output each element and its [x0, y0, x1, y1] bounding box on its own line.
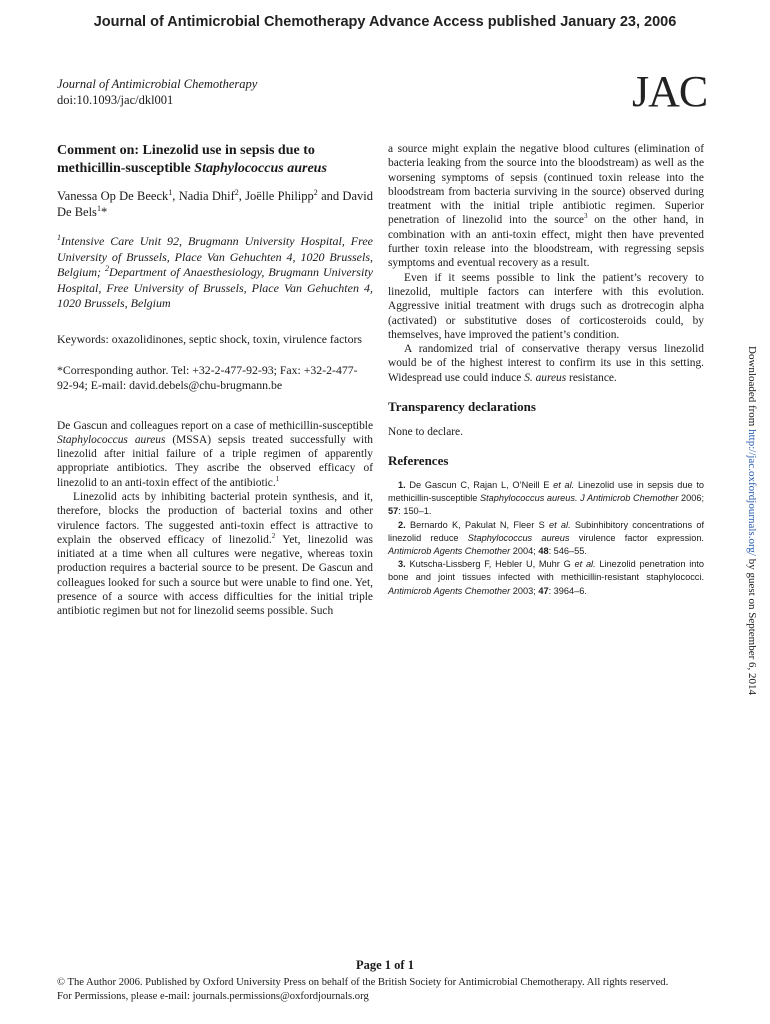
- author-name: Vanessa Op De Beeck: [57, 189, 169, 203]
- jac-logo: JAC: [632, 67, 708, 116]
- article-title: Comment on: Linezolid use in sepsis due to methicillin-susceptible Staphylococcus aureus: [57, 143, 327, 176]
- author-name: , Nadia Dhif: [172, 189, 235, 203]
- reference-item: 2. Bernardo K, Pakulat N, Fleer S et al. Subinhibitory concentrations of linezolid reduce Staphylococcus aureus virulence factor expression. Antimicrob Agents Chemother 2004; 48: 546–55.: [388, 519, 704, 557]
- corresponding-author: *Corresponding author. Tel: +32-2-477-92-93; Fax: +32-2-477-92-94; E-mail: david.debels@chu-brugmann.be: [57, 362, 358, 392]
- advance-access-banner: Journal of Antimicrobial Chemotherapy Advance Access published January 23, 2006: [93, 14, 677, 30]
- copyright-line: © The Author 2006. Published by Oxford University Press on behalf of the British Society for Antimicrobial Chemotherapy. All rights reserved.: [57, 977, 669, 988]
- page-number: Page 1 of 1: [356, 958, 414, 972]
- reference-item: 1. De Gascun C, Rajan L, O’Neill E et al. Linezolid use in sepsis due to methicillin-susceptible Staphylococcus aureus. J Antimicrob Chemother 2006; 57: 150–1.: [388, 480, 705, 517]
- author-name: , Joëlle Philipp: [238, 189, 314, 203]
- copyright-footer: [57, 976, 727, 1004]
- journal-meta: [57, 76, 257, 108]
- download-side-note: Downloaded from http://jac.oxfordjournals.org/ by guest on September 6, 2014: [746, 346, 758, 695]
- body-paragraph: A randomized trial of conservative therapy versus linezolid would be of the highest interest to confirm its use in this setting. Widespread use could induce S. aureus resistance.: [388, 343, 704, 384]
- journal-site-link[interactable]: http://jac.oxfordjournals.org/: [746, 429, 758, 556]
- body-paragraph: Even if it seems possible to link the patient’s recovery to linezolid, multiple factors can interfere with this evolution. Aggressive initial treatment with drugs such as drotrecogin alpha (activated) or substitutive doses of corticosteroids could, by themselves, have improved the patient’s condition.: [388, 271, 704, 341]
- transparency-text: None to declare.: [388, 426, 463, 439]
- reference-list: [388, 479, 704, 598]
- author-list: Vanessa Op De Beeck$^1$, Nadia Dhif$^2$, Joëlle Philipp$^2$ and David De Bels$^1$*: [57, 187, 373, 219]
- transparency-heading: Transparency declarations: [388, 399, 536, 415]
- left-column: [57, 142, 373, 619]
- journal-name: Journal of Antimicrobial Chemotherapy: [57, 77, 258, 91]
- doi[interactable]: doi:10.1093/jac/dkl001: [57, 93, 174, 107]
- keywords: Keywords: oxazolidinones, septic shock, toxin, virulence factors: [57, 331, 363, 346]
- body-paragraph: Linezolid acts by inhibiting bacterial protein synthesis, and it, therefore, blocks the production of bacterial toxins and other virulence factors. The suggested anti-toxin effect is attractive to explain the observed efficacy of linezolid.$^2$ Yet, linezolid was initiated at a time when all cultures were negative, whereas toxin production requires a bacterial source to be present. De Gascun and colleagues looked for such a source but were unable to find one. Yet, presence of a source with access difficulties for the initial triple antibiotic regimen but not for linezolid seems possible. Such: [57, 490, 373, 618]
- right-column: [388, 142, 704, 598]
- reference-item: 3. Kutscha-Lissberg F, Hebler U, Muhr G et al. Linezolid penetration into bone and joint tissues infected with methicillin-resistant staphylococci. Antimicrob Agents Chemother 2003; 47: 3964–6.: [388, 559, 705, 596]
- body-paragraph: a source might explain the negative blood cultures (elimination of bacteria leaking from the source into the bloodstream) as well as the worsening symptoms of sepsis (continued toxin release into the bloodstream from bacteria surviving in the source) observed during treatment with the initial triple antibiotic regimen. Superior penetration of linezolid into the source$^3$ on the other hand, in combination with an anti-toxin effect, might then have prevented further toxin release into the bloodstream, with regressing sepsis symptoms and eventual recovery as a result.: [388, 143, 704, 270]
- references-heading: References: [388, 453, 449, 469]
- permissions-line: For Permissions, please e-mail: journals.permissions@oxfordjournals.org: [57, 991, 369, 1002]
- affiliations: $^1$Intensive Care Unit 92, Brugmann University Hospital, Free University of Brussels, Place Van Gehuchten 4, 1020 Brussels, Belgium; $^2$Department of Anaesthesiology, Brugmann University Hospital, Free University of Brussels, Place Van Gehuchten 4, 1020 Brussels, Belgium: [57, 233, 373, 310]
- body-paragraph: De Gascun and colleagues report on a case of methicillin-susceptible Staphylococcus aureus (MSSA) sepsis treated successfully with linezolid after initial failure of a triple regimen of apparently appropriate antibiotics. They ascribe the observed efficacy of linezolid to an anti-toxin effect of the antibiotic.$^1$: [57, 419, 373, 489]
- author-name: and David De Bels: [57, 189, 373, 219]
